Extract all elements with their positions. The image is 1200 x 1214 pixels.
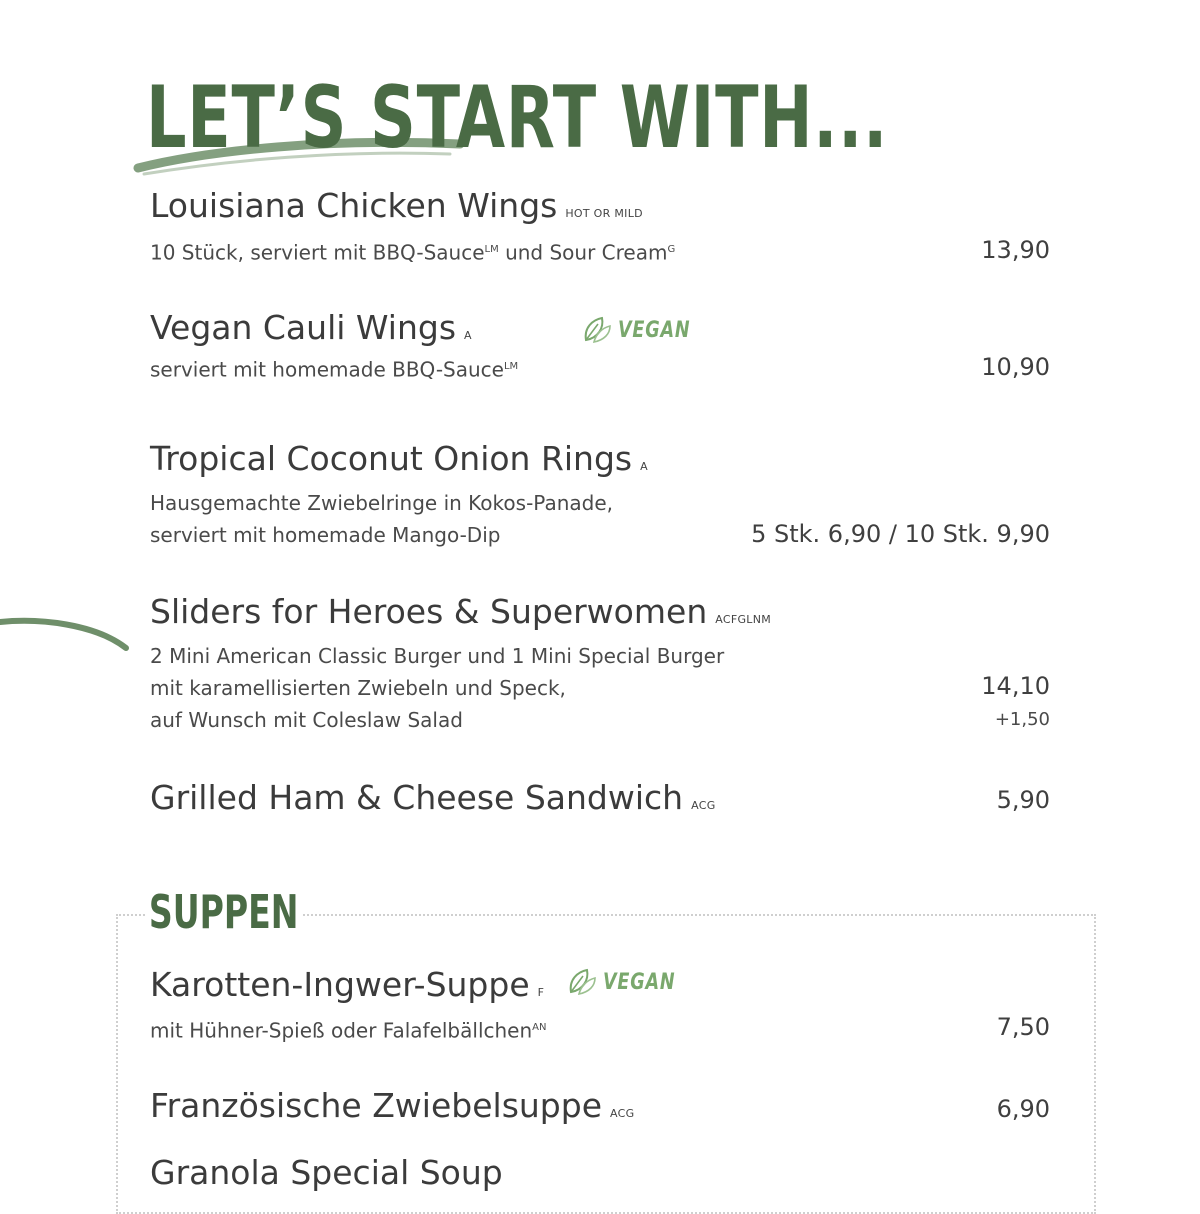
item-name: Grilled Ham & Cheese Sandwich [150,778,684,817]
menu-item-price: 7,50 [996,1013,1050,1041]
desc-part: mit Hühner-Spieß oder Falafelbällchen [150,1018,533,1043]
menu-item-description-line: mit karamellisierten Zwiebeln und Speck, [150,676,566,700]
menu-item-title [150,1086,634,1134]
menu-item-description [150,234,675,269]
menu-item-title [150,778,716,826]
menu-item-price: 13,90 [981,236,1050,264]
item-name: Sliders for Heroes & Superwomen [150,592,708,631]
item-note: ACG [610,1107,635,1120]
brush-stroke-side [0,610,140,660]
menu-item-price: 10,90 [981,353,1050,381]
item-note: F [537,986,545,999]
item-name: Granola Special Soup [150,1153,503,1192]
item-note: A [640,460,648,473]
page-title: LET’S START WITH... [146,68,889,168]
menu-item-price: 14,10 [981,672,1050,700]
item-name: Louisiana Chicken Wings [150,186,558,225]
leaf-icon [565,966,597,998]
menu-item-description [150,1012,546,1047]
item-name: Tropical Coconut Onion Rings [150,439,633,478]
menu-item-extra-price: +1,50 [994,709,1050,730]
menu-item-title [150,439,648,487]
menu-item-description-line: auf Wunsch mit Coleslaw Salad [150,708,463,732]
desc-part: 10 Stück, serviert mit BBQ-Sauce [150,240,485,265]
item-note: ACFGLNM [715,613,772,626]
desc-part: serviert mit homemade BBQ-Sauce [150,357,504,382]
item-name: Vegan Cauli Wings [150,308,457,347]
item-note: ACG [691,799,716,812]
item-note: A [464,329,472,342]
item-name: Karotten-Ingwer-Suppe [150,965,530,1004]
vegan-label: VEGAN [618,317,691,343]
menu-item-price: 6,90 [996,1095,1050,1123]
menu-item-title [150,1153,503,1193]
allergen-sup: AN [532,1022,547,1033]
menu-item-description-line: Hausgemachte Zwiebelringe in Kokos-Panade, [150,491,613,515]
allergen-sup: G [667,244,676,255]
menu-item-price: 5,90 [996,786,1050,814]
vegan-badge [580,314,709,346]
menu-item-description-line: 2 Mini American Classic Burger und 1 Mini Special Burger [150,644,725,668]
section-title-soups: SUPPEN [146,884,303,940]
menu-item-title [150,592,771,640]
menu-item-title [150,308,472,356]
item-name: Französische Zwiebelsuppe [150,1086,602,1125]
leaf-icon [580,314,612,346]
menu-item-description-line: serviert mit homemade Mango-Dip [150,523,501,547]
item-note: HOT OR MILD [565,207,643,220]
vegan-badge [565,966,694,998]
menu-item-price: 5 Stk. 6,90 / 10 Stk. 9,90 [751,520,1050,548]
menu-item-description [150,351,518,386]
menu-item-title [150,186,643,234]
allergen-sup: LM [503,361,519,372]
vegan-label: VEGAN [603,969,676,995]
menu-item-title [150,965,544,1013]
desc-part: und Sour Cream [498,240,668,265]
allergen-sup: LM [484,244,499,255]
